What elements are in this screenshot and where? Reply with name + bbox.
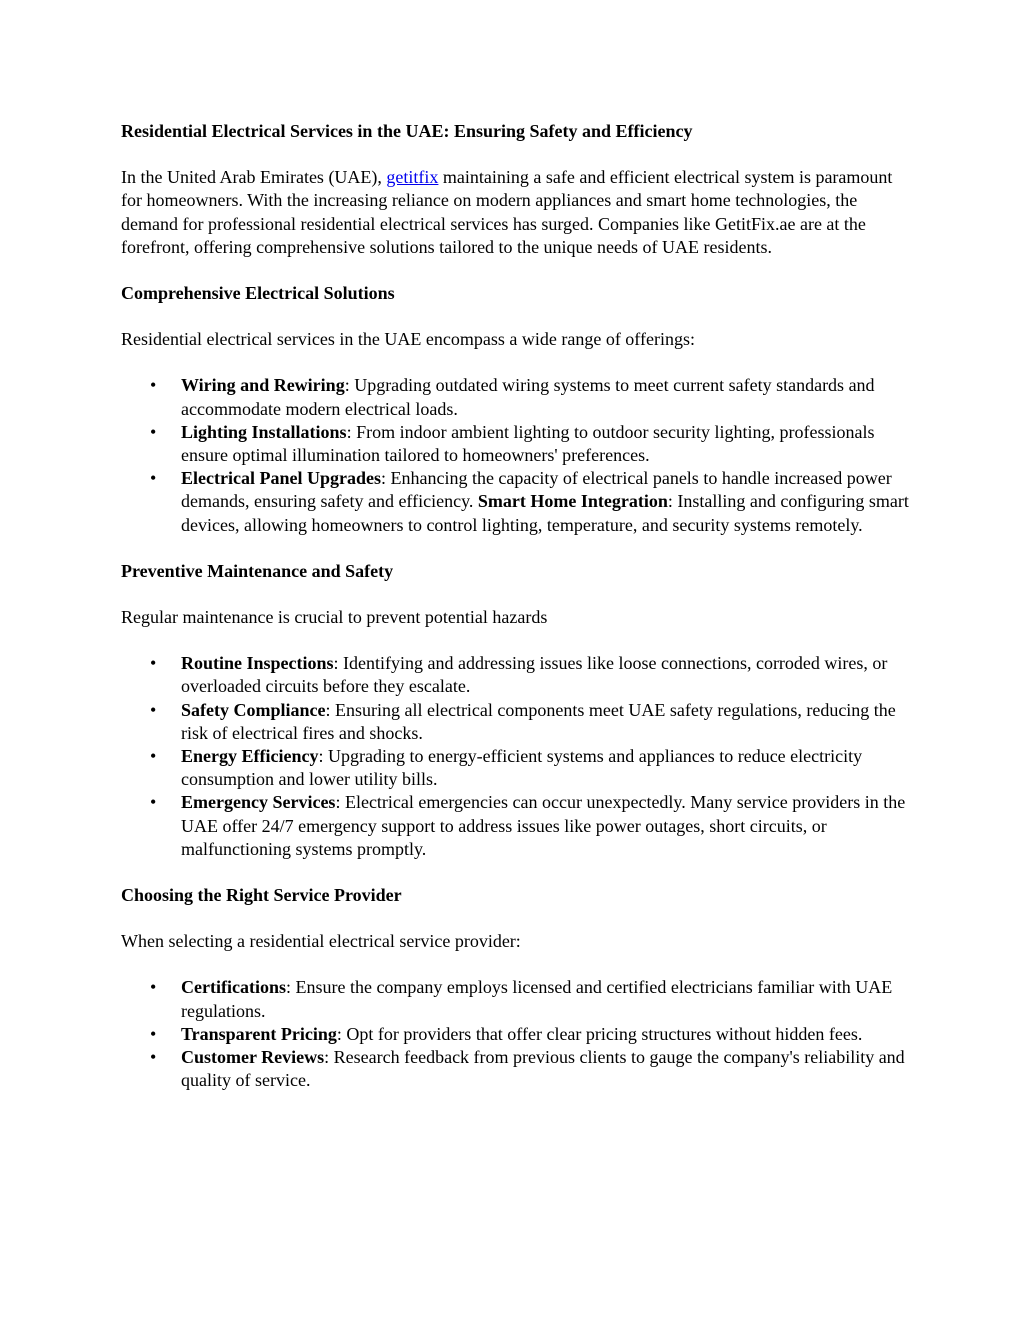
list-item-term: Wiring and Rewiring bbox=[181, 375, 345, 396]
bullet-icon: • bbox=[150, 792, 157, 813]
list-item-term: Transparent Pricing bbox=[181, 1023, 337, 1044]
getitfix-link[interactable]: getitfix bbox=[386, 167, 439, 188]
list-item-term: Electrical Panel Upgrades bbox=[181, 468, 381, 489]
list-item bbox=[150, 699, 911, 745]
list-item bbox=[150, 467, 911, 537]
list-item-text: : Electrical emergencies can occur unexpectedly. Many service providers in the UAE offer 24/7 emergency support to address issues like power outages, short circuits, or malfunctioning systems promptly. bbox=[181, 792, 906, 859]
list-item bbox=[150, 652, 911, 698]
document-title: Residential Electrical Services in the UAE: Ensuring Safety and Efficiency bbox=[121, 121, 693, 141]
section-heading-solutions: Comprehensive Electrical Solutions bbox=[121, 283, 395, 304]
provider-list bbox=[121, 976, 911, 1092]
list-item-term: Routine Inspections bbox=[181, 653, 334, 674]
bullet-icon: • bbox=[150, 1047, 157, 1068]
intro-paragraph bbox=[121, 166, 911, 259]
list-item-term: Lighting Installations bbox=[181, 421, 347, 442]
bullet-icon: • bbox=[150, 1023, 157, 1044]
list-item-term: Energy Efficiency bbox=[181, 746, 319, 767]
list-item bbox=[150, 374, 911, 420]
bullet-icon: • bbox=[150, 699, 157, 720]
list-item bbox=[150, 421, 911, 467]
intro-text-start: In the United Arab Emirates (UAE), bbox=[121, 167, 387, 188]
list-item-text: : Installing and configuring smart devices, allowing homeowners to control lighting, temperature, and security systems remotely. bbox=[181, 491, 909, 535]
bullet-icon: • bbox=[150, 421, 157, 442]
list-item-text: : From indoor ambient lighting to outdoor security lighting, professionals ensure optimal illumination tailored to homeowners' preferences. bbox=[181, 421, 875, 466]
list-item-text: : Upgrading outdated wiring systems to meet current safety standards and accommodate modern electrical loads. bbox=[181, 375, 875, 419]
list-item bbox=[150, 976, 911, 1022]
bullet-icon: • bbox=[150, 375, 157, 396]
bullet-icon: • bbox=[150, 746, 157, 767]
list-item-text: : Upgrading to energy-efficient systems and appliances to reduce electricity consumption and lower utility bills. bbox=[181, 746, 863, 790]
list-item bbox=[150, 1046, 911, 1092]
list-item bbox=[150, 1023, 911, 1046]
intro-text-end: maintaining a safe and efficient electrical system is paramount for homeowners. With the increasing reliance on modern appliances and smart home technologies, the demand for professional residential electrical services has surged. Companies like GetitFix.ae are at the forefront, offering comprehensive solutions tailored to the unique needs of UAE residents. bbox=[121, 167, 893, 257]
maintenance-list bbox=[121, 652, 911, 861]
list-item-text: : Opt for providers that offer clear pricing structures without hidden fees. bbox=[336, 1023, 863, 1044]
list-item-term: Emergency Services bbox=[181, 792, 336, 813]
list-item-term: Certifications bbox=[181, 977, 286, 998]
list-item-text: : Identifying and addressing issues like loose connections, corroded wires, or overloaded circuits before they escalate. bbox=[181, 653, 888, 697]
section-lead-maintenance: Regular maintenance is crucial to prevent potential hazards bbox=[121, 607, 548, 628]
section-heading-maintenance: Preventive Maintenance and Safety bbox=[121, 560, 394, 581]
solutions-list bbox=[121, 374, 911, 536]
list-item-text: : Ensure the company employs licensed and certified electricians familiar with UAE regulations. bbox=[181, 977, 893, 1021]
document-page bbox=[121, 120, 911, 1116]
list-item-term: Safety Compliance bbox=[181, 699, 326, 720]
list-item-term: Smart Home Integration bbox=[477, 491, 668, 512]
section-lead-provider: When selecting a residential electrical service provider: bbox=[121, 931, 521, 952]
list-item bbox=[150, 791, 911, 861]
section-lead-solutions: Residential electrical services in the UAE encompass a wide range of offerings: bbox=[121, 329, 695, 350]
list-item bbox=[150, 745, 911, 791]
list-item-term: Customer Reviews bbox=[181, 1047, 325, 1068]
list-item-text: : Research feedback from previous clients to gauge the company's reliability and quality of service. bbox=[181, 1047, 905, 1091]
list-item-text: : Ensuring all electrical components meet UAE safety regulations, reducing the risk of electrical fires and shocks. bbox=[181, 699, 896, 743]
list-item-text: : Enhancing the capacity of electrical panels to handle increased power demands, ensuring safety and efficiency. bbox=[181, 468, 892, 512]
bullet-icon: • bbox=[150, 977, 157, 998]
bullet-icon: • bbox=[150, 653, 157, 674]
bullet-icon: • bbox=[150, 468, 157, 489]
section-heading-provider: Choosing the Right Service Provider bbox=[121, 885, 402, 906]
